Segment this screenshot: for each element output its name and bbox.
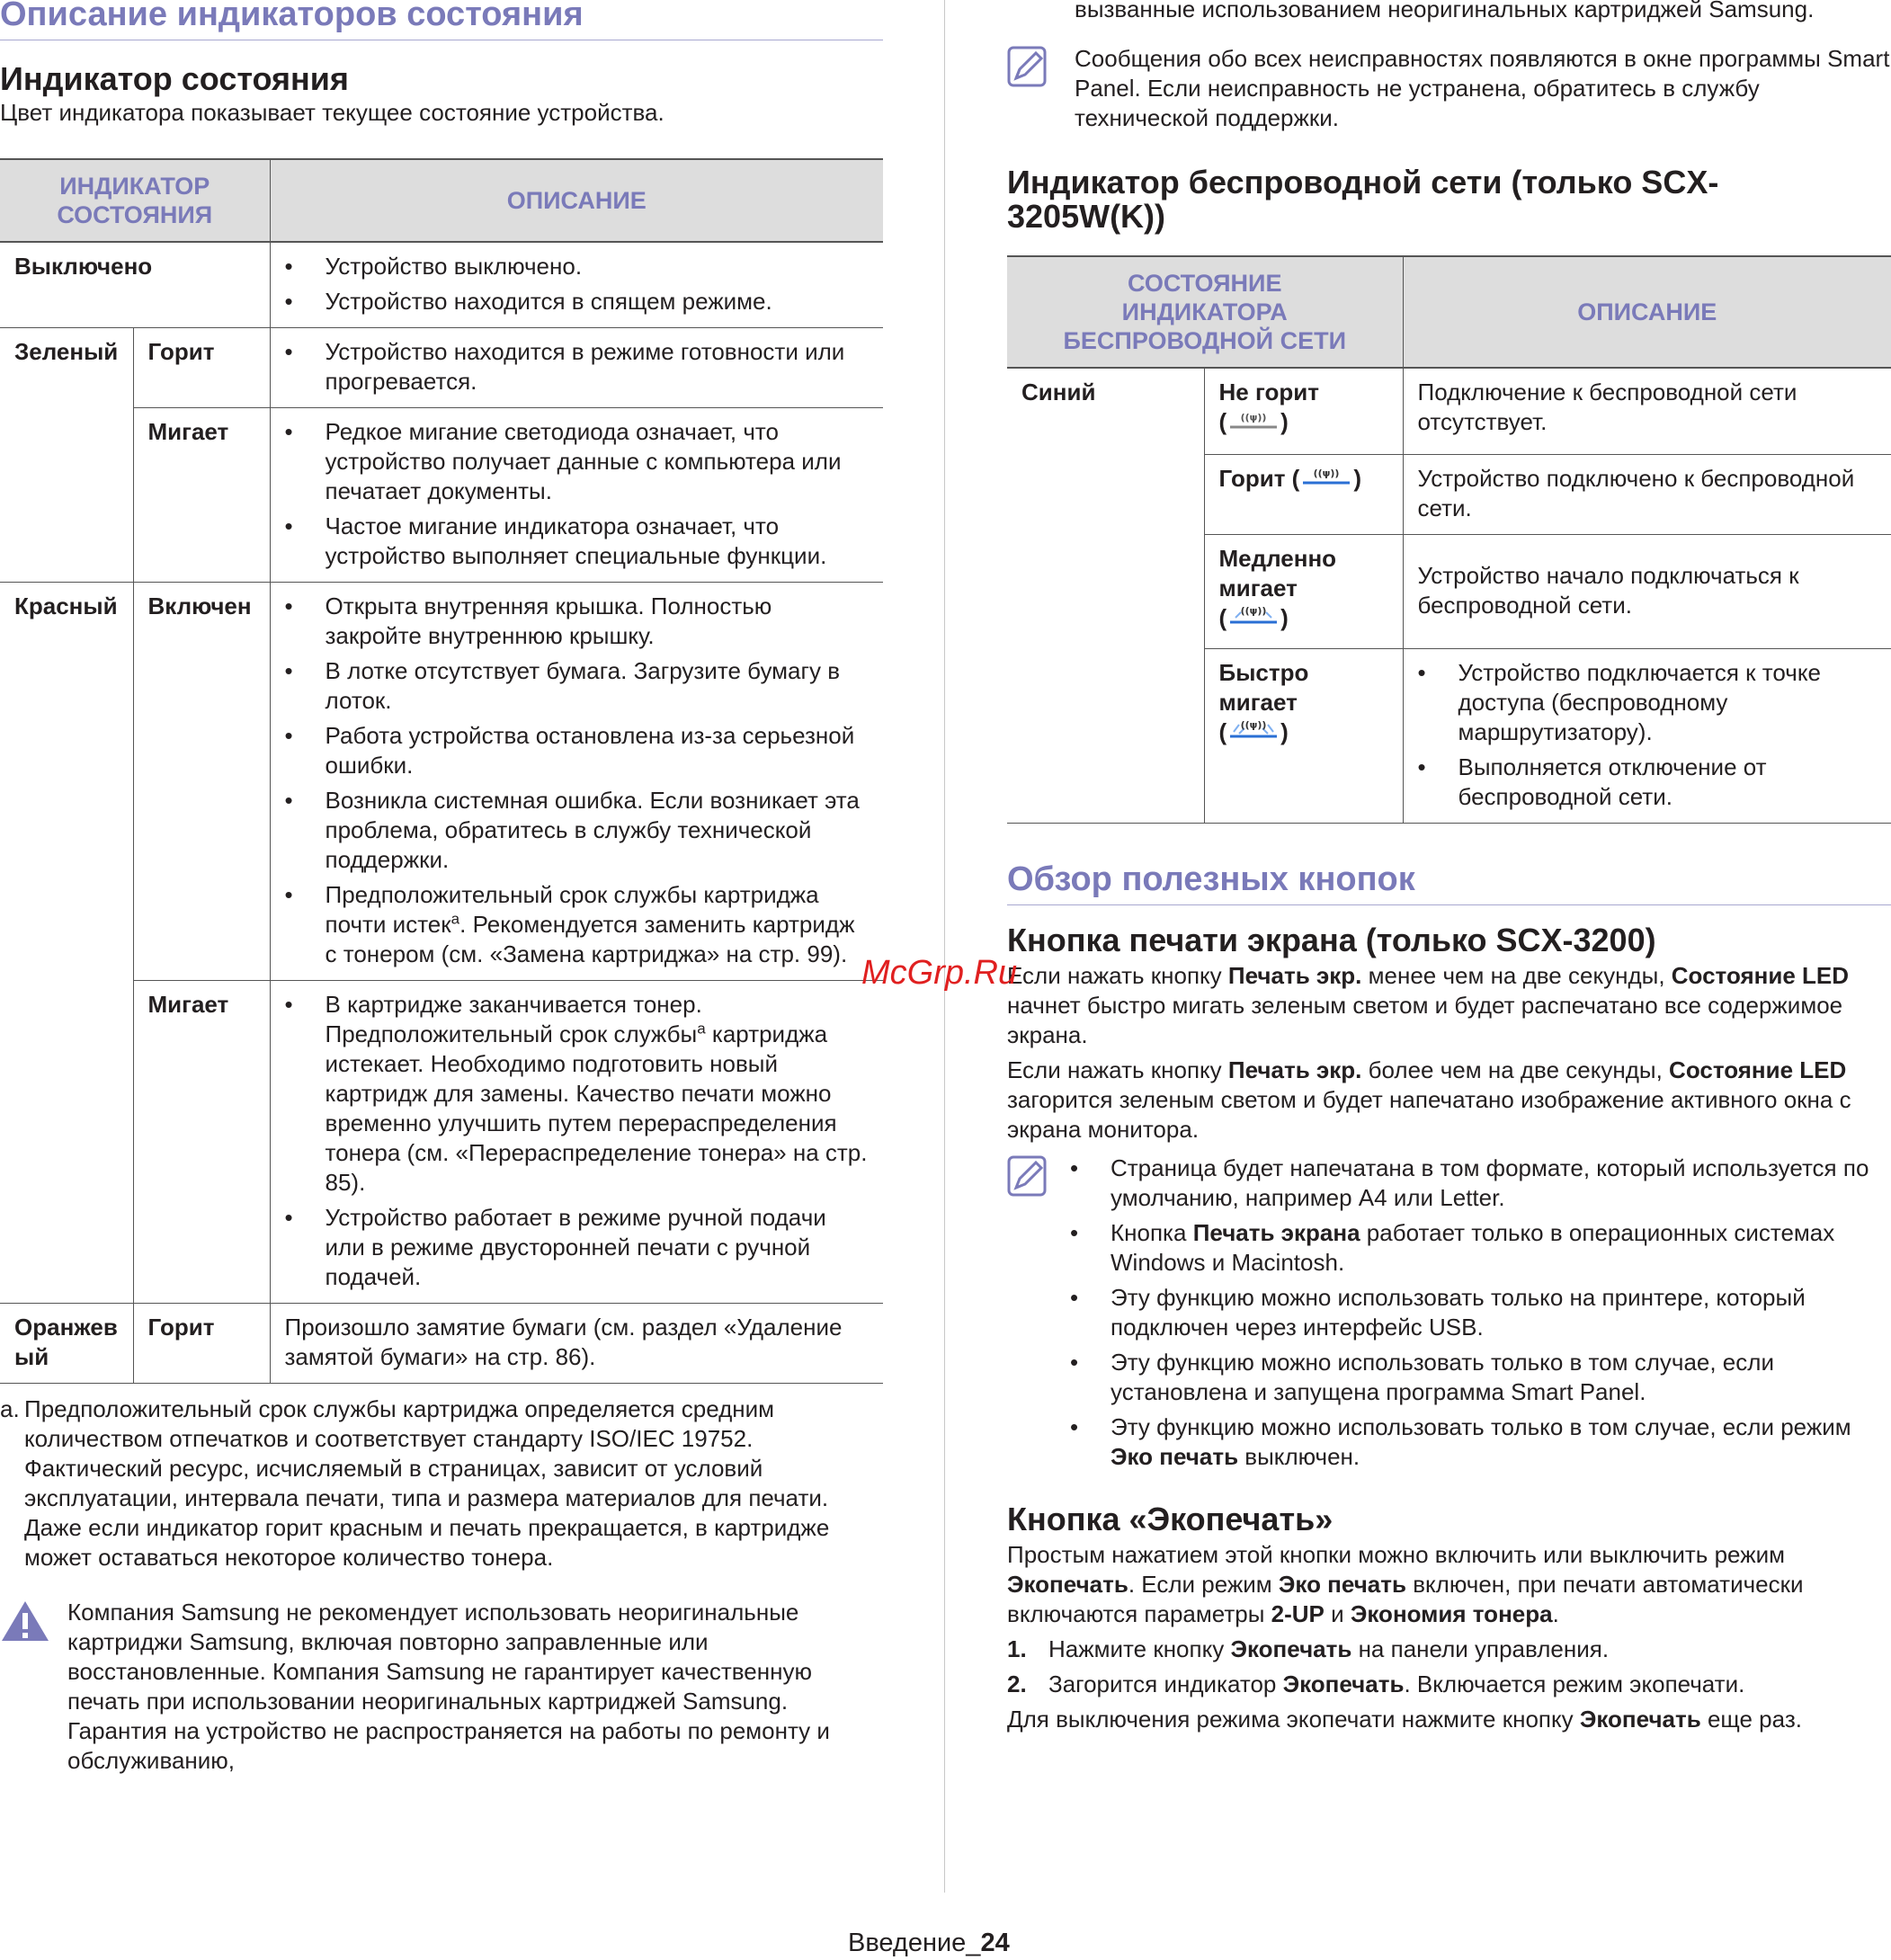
table-row: Синий Не горит ( ((ψ)) ) Подключение к беспроводной сети отсутствует.	[1007, 368, 1891, 454]
list-item: • Устройство подключается к точке доступа (беспроводному маршрутизатору).	[1418, 658, 1878, 747]
column-divider	[944, 0, 945, 1893]
state-fast-blink: Быстро мигает	[1218, 658, 1309, 716]
status-table	[0, 158, 883, 1384]
state-green-on: Горит	[133, 328, 270, 408]
col-header-wireless-description: ОПИСАНИЕ	[1403, 256, 1891, 368]
table-row: Горит ( ((ψ)) ) Устройство подключено к беспроводной сети.	[1007, 454, 1891, 534]
wireless-fast-blink-icon	[1226, 717, 1280, 750]
list-item: • Предположительный срок службы картриджа почти истек$^a$. Рекомендуется заменить картридж с тонером (см. «Замена картриджа» на стр. 99).	[285, 880, 870, 969]
warning-note	[0, 1598, 883, 1776]
state-slow-blink: Медленно мигает	[1218, 544, 1337, 601]
list-item: • В картридже заканчивается тонер. Предположительный срок службы$^a$ картриджа истекает. Необходимо подготовить новый картридж для замены. Качество печати можно временно улучшить путем перераспределения тонера (см. «Перераспределение тонера» на стр. 85).	[285, 990, 870, 1198]
list-item: • Устройство работает в режиме ручной подачи или в режиме двусторонней печати с ручной подачей.	[285, 1203, 870, 1292]
list-item: • Работа устройства остановлена из-за серьезной ошибки.	[285, 721, 870, 780]
wireless-slow-blink-icon	[1226, 603, 1280, 636]
state-off: Не горит	[1218, 379, 1319, 405]
section-title-indicators: Описание индикаторов состояния	[0, 0, 883, 40]
right-column	[1007, 0, 1891, 1734]
warning-icon	[0, 1599, 50, 1650]
svg-text:((ψ)): ((ψ))	[1313, 468, 1340, 480]
note-icon	[1007, 46, 1047, 94]
state-off: Выключено	[0, 242, 270, 328]
table-row	[0, 328, 883, 408]
continued-text: вызванные использованием неоригинальных картриджей Samsung.	[1075, 0, 1815, 22]
table-row	[0, 583, 883, 981]
col-header-wireless-state: СОСТОЯНИЕ ИНДИКАТОРА БЕСПРОВОДНОЙ СЕТИ	[1007, 256, 1403, 368]
print-screen-para-2: Если нажать кнопку Печать экр. более чем на две секунды, Состояние LED загорится зеленым светом и будет напечатано изображение активного окна с экрана монитора.	[1007, 1056, 1851, 1143]
print-screen-notes	[1007, 1154, 1891, 1472]
subtitle-print-screen: Кнопка печати экрана (только SCX-3200)	[1007, 921, 1656, 958]
list-item: • Частое мигание индикатора означает, что устройство выполняет специальные функции.	[285, 512, 870, 571]
state-orange-on: Горит	[133, 1304, 270, 1384]
print-screen-para-1: Если нажать кнопку Печать экр. менее чем на две секунды, Состояние LED начнет быстро мигать зеленым светом и будет распечатано все содержимое экрана.	[1007, 961, 1850, 1048]
smart-panel-note: Сообщения обо всех неисправностях появляются в окне программы Smart Panel. Если неисправность не устранена, обратитесь в службу технической поддержки.	[1007, 44, 1891, 133]
list-item: • Эту функцию можно использовать только в том случае, если установлена и запущена программа Smart Panel.	[1070, 1348, 1891, 1407]
list-item: • Кнопка Печать экрана работает только в операционных системах Windows и Macintosh.	[1070, 1218, 1891, 1278]
list-item: • Редкое мигание светодиода означает, что устройство получает данные с компьютера или печатает документы.	[285, 417, 870, 506]
list-item: • Выполняется отключение от беспроводной сети.	[1418, 753, 1878, 812]
page-footer	[848, 1929, 1010, 1958]
subtitle-status-indicator: Индикатор состояния	[0, 60, 349, 97]
table-row	[0, 981, 883, 1304]
state-green-blink: Мигает	[133, 408, 270, 583]
col-header-description: ОПИСАНИЕ	[270, 159, 883, 242]
wireless-desc-2: Устройство подключено к беспроводной сети.	[1403, 454, 1891, 534]
svg-text:((ψ)): ((ψ))	[1240, 718, 1267, 731]
state-red-on: Включен	[133, 583, 270, 981]
table-row	[0, 408, 883, 583]
eco-step-1: 1. Нажмите кнопку Экопечать на панели управления.	[1007, 1635, 1610, 1662]
table-row: Медленно мигает ( ((ψ)) ) Устройство начало подключаться к беспроводной сети.	[1007, 534, 1891, 648]
note-icon	[1007, 1155, 1047, 1204]
list-item: • Устройство находится в спящем режиме.	[285, 287, 870, 316]
list-item: • Возникла системная ошибка. Если возникает эта проблема, обратитесь в службу технической поддержки.	[285, 786, 870, 875]
col-header-indicator: ИНДИКАТОР СОСТОЯНИЯ	[0, 159, 270, 242]
warning-text: Компания Samsung не рекомендует использовать неоригинальные картриджи Samsung, включая повторно заправленные или восстановленные. Компания Samsung не гарантирует качественную печать при использовании неоригинальных картриджей Samsung. Гарантия на устройство не распространяется на работы по ремонту и обслуживанию,	[67, 1599, 830, 1774]
wireless-off-icon	[1226, 409, 1280, 439]
subtitle-wireless: Индикатор беспроводной сети (только SCX-3205W(K))	[1007, 164, 1719, 235]
color-orange: Оранжевый	[0, 1304, 133, 1384]
off-list	[285, 252, 870, 316]
section-title-buttons: Обзор полезных кнопок	[1007, 860, 1891, 905]
svg-text:((ψ)): ((ψ))	[1240, 604, 1267, 617]
svg-text:((ψ)): ((ψ))	[1240, 411, 1267, 423]
intro-text: Цвет индикатора показывает текущее состояние устройства.	[0, 99, 665, 126]
eco-step-2: 2. Загорится индикатор Экопечать. Включается режим экопечати.	[1007, 1670, 1745, 1697]
table-row	[0, 1304, 883, 1384]
color-red: Красный	[0, 583, 133, 1304]
footnote-mark: a.	[0, 1395, 20, 1422]
footer-label: Введение_	[848, 1929, 981, 1957]
wireless-desc-3: Устройство начало подключаться к беспроводной сети.	[1403, 534, 1891, 648]
table-row	[0, 242, 883, 328]
state-red-blink: Мигает	[133, 981, 270, 1304]
list-item: • Открыта внутренняя крышка. Полностью закройте внутреннюю крышку.	[285, 592, 870, 651]
subtitle-eco-button: Кнопка «Экопечать»	[1007, 1500, 1334, 1537]
left-column	[0, 0, 883, 1776]
list-item: • Эту функцию можно использовать только на принтере, который подключен через интерфейс USB.	[1070, 1283, 1891, 1342]
table-row: Быстро мигает ( ((ψ)) ) • Устройство подключается к точке доступа (беспроводному маршрутизатору). • Выполняется отключение от беспроводной сети.	[1007, 648, 1891, 823]
list-item: • Устройство выключено.	[285, 252, 870, 281]
footnote: a. Предположительный срок службы картриджа определяется средним количеством отпечатков и соответствует стандарту ISO/IEC 19752. Фактический ресурс, исчисляемый в страницах, зависит от условий эксплуатации, интервала печати, типа и размера материалов для печати. Даже если индикатор горит красным и печать прекращается, в картридже может оставаться некоторое количество тонера.	[0, 1395, 830, 1571]
eco-para: Простым нажатием этой кнопки можно включить или выключить режим Экопечать. Если режим Эко печать включен, при печати автоматически включаются параметры 2-UP и Экономия тонера.	[1007, 1540, 1804, 1627]
list-item: • Эту функцию можно использовать только в том случае, если режим Эко печать выключен.	[1070, 1412, 1891, 1472]
wireless-desc-1: Подключение к беспроводной сети отсутствует.	[1403, 368, 1891, 454]
list-item: • Страница будет напечатана в том формате, который используется по умолчанию, например A4 или Letter.	[1070, 1154, 1891, 1213]
list-item: • В лотке отсутствует бумага. Загрузите бумагу в лоток.	[285, 656, 870, 716]
wireless-table	[1007, 255, 1891, 824]
page-number: 24	[980, 1929, 1010, 1957]
list-item: • Устройство находится в режиме готовности или прогревается.	[285, 337, 870, 396]
watermark: McGrp.Ru	[861, 954, 1018, 992]
color-blue: Синий	[1007, 368, 1204, 823]
state-on: Горит	[1218, 464, 1286, 492]
wireless-on-icon	[1299, 465, 1353, 494]
color-green: Зеленый	[0, 328, 133, 583]
eco-off-para: Для выключения режима экопечати нажмите кнопку Экопечать еще раз.	[1007, 1705, 1802, 1733]
orange-description: Произошло замятие бумаги (см. раздел «Удаление замятой бумаги» на стр. 86).	[270, 1304, 883, 1384]
